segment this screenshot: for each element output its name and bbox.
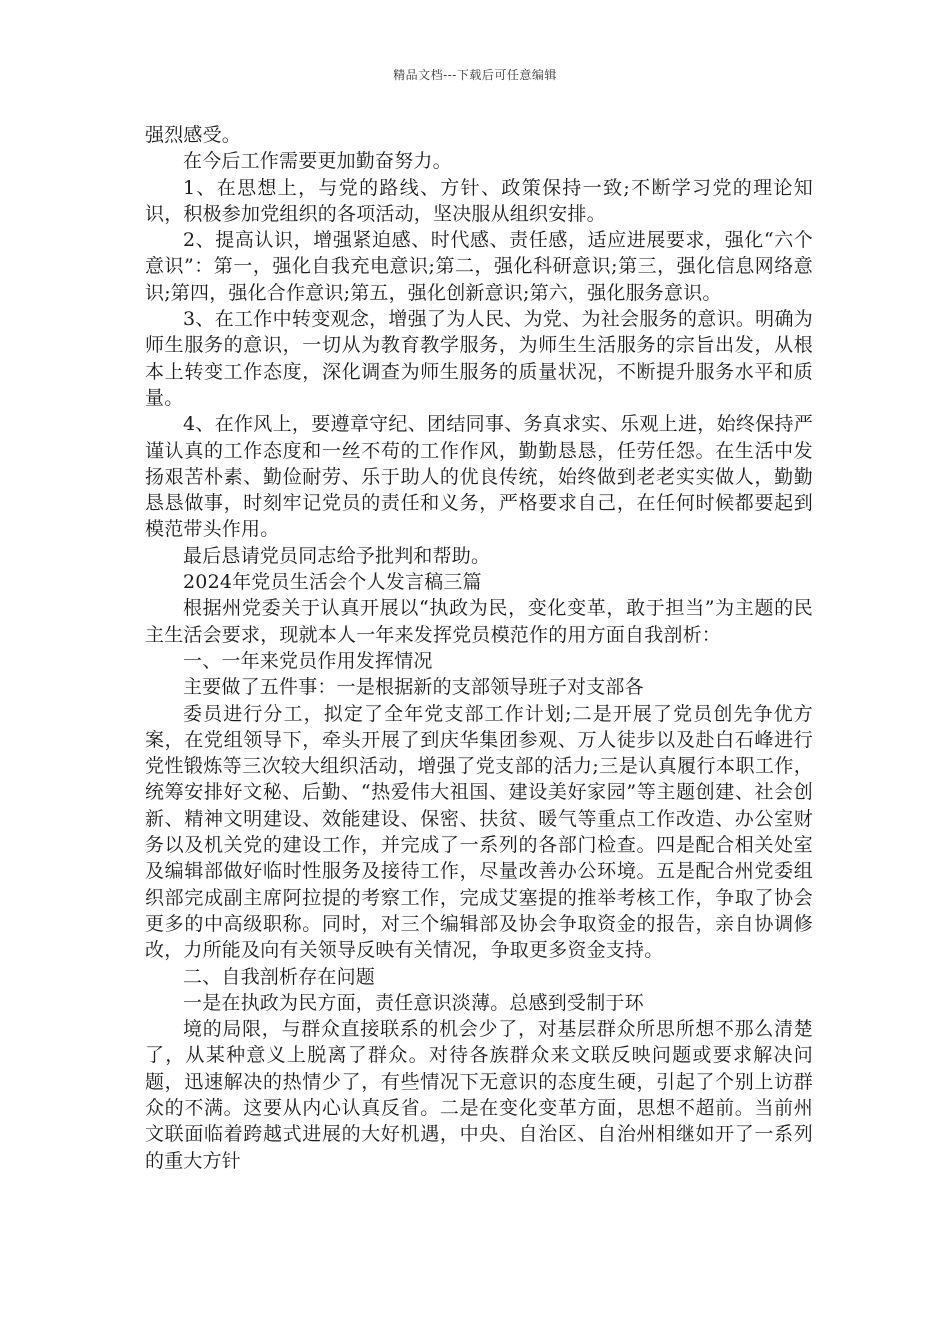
paragraph: 根据州党委关于认真开展以“执政为民，变化变革，敢于担当”为主题的民主生活会要求，现就本人一年来发挥党员模范作的用方面自我剖析： xyxy=(145,597,813,646)
section-title: 2024年党员生活会个人发言稿三篇 xyxy=(183,571,482,594)
paragraph: 最后恳请党员同志给予批判和帮助。 xyxy=(183,544,491,567)
paragraph: 3、在工作中转变观念，增强了为人民、为党、为社会服务的意识。明确为师生服务的意识，一切从为教育教学服务，为师生生活服务的宗旨出发，从根本上转变工作态度，深化调查为师生服务的质量状况，不断提升服务水平和质量。 xyxy=(145,308,813,409)
paragraph: 境的局限，与群众直接联系的机会少了，对基层群众所思所想不那么清楚了，从某种意义上脱离了群众。对待各族群众来文联反映问题或要求解决问题，迅速解决的热情少了，有些情况下无意识的态度生硬，引起了个别上访群众的不满。这要从内心认真反省。二是在变化变革方面，思想不超前。当前州文联面临着跨越式进展的大好机遇，中央、自治区、自治州相继如开了一系列的重大方针 xyxy=(145,1018,813,1172)
paragraph: 一是在执政为民方面，责任意识淡薄。总感到受制于环 xyxy=(183,991,644,1014)
paragraph: 主要做了五件事：一是根据新的支部领导班子对支部各 xyxy=(183,676,644,699)
paragraph: 4、在作风上，要遵章守纪、团结同事、务真求实、乐观上进，始终保持严谨认真的工作态度和一丝不苟的工作作风，勤勤恳恳，任劳任怨。在生活中发扬艰苦朴素、勤俭耐劳、乐于助人的优良传统，始终做到老老实实做人，勤勤恳恳做事，时刻牢记党员的责任和义务，严格要求自己，在任何时候都要起到模范带头作用。 xyxy=(145,413,813,541)
section-heading: 一、一年来党员作用发挥情况 xyxy=(183,649,433,672)
section-heading: 二、自我剖析存在问题 xyxy=(183,965,376,988)
paragraph: 委员进行分工，拟定了全年党支部工作计划;二是开展了党员创先争优方案，在党组领导下，牵头开展了到庆华集团参观、万人徒步以及赴白石峰进行党性锻炼等三次较大组织活动，增强了党支部的活力;三是认真履行本职工作，统筹安排好文秘、后勤、“热爱伟大祖国、建设美好家园”等主题创建、社会创新、精神文明建设、效能建设、保密、扶贫、暖气等重点工作改造、办公室财务以及机关党的建设工作，并完成了一系列的各部门检查。四是配合相关处室及编辑部做好临时性服务及接待工作，尽量改善办公环境。五是配合州党委组织部完成副主席阿拉提的考察工作，完成艾塞提的推举考核工作，争取了协会更多的中高级职称。同时，对三个编辑部及协会争取资金的报告，亲自协调修改，力所能及向有关领导反映有关情况，争取更多资金支持。 xyxy=(145,702,813,962)
paragraph: 1、在思想上，与党的路线、方针、政策保持一致;不断学习党的理论知识，积极参加党组织的各项活动，坚决服从组织安排。 xyxy=(145,176,813,225)
paragraph: 2、提高认识，增强紧迫感、时代感、责任感，适应进展要求，强化“六个意识”：第一，强化自我充电意识;第二，强化科研意识;第三，强化信息网络意识;第四，强化合作意识;第五，强化创新意识;第六，强化服务意识。 xyxy=(145,229,813,304)
paragraph: 在今后工作需要更加勤奋努力。 xyxy=(183,150,452,173)
page-header: 精品文档---下载后可任意编辑 xyxy=(393,68,557,82)
paragraph: 强烈感受。 xyxy=(145,124,242,146)
document-body xyxy=(145,122,813,1174)
